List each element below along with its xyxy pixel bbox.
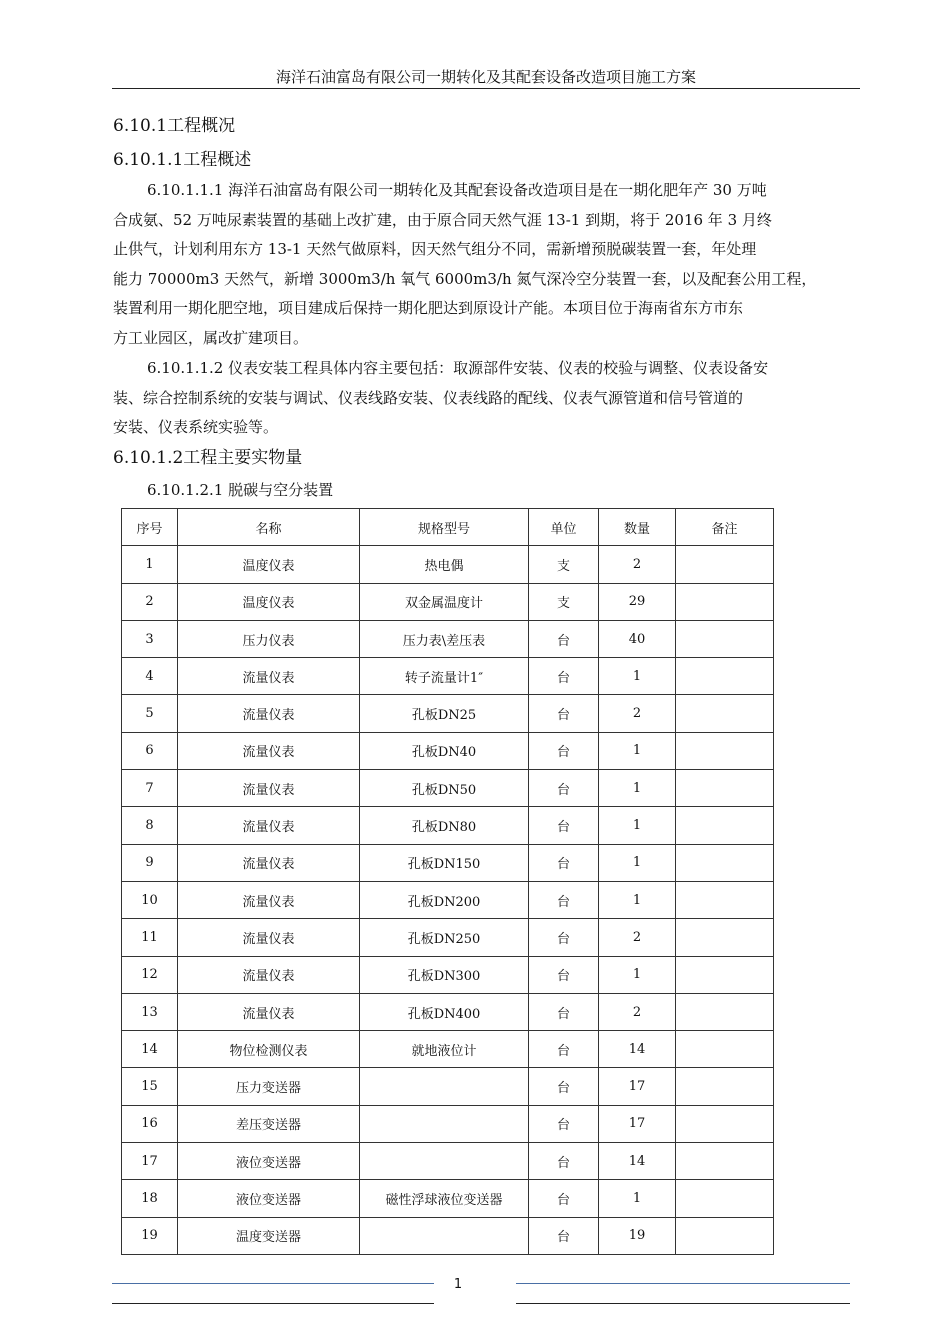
cell-index: 10	[122, 881, 178, 918]
table-row	[122, 1068, 774, 1105]
cell-name: 流量仪表	[178, 807, 360, 844]
table-row	[122, 956, 774, 993]
quantities-table	[121, 508, 774, 1255]
cell-quantity: 2	[599, 695, 676, 732]
col-header-spec: 规格型号	[360, 509, 529, 546]
paragraph-line: 能力 70000m3 天然气，新增 3000m3/h 氧气 6000m3/h 氮气深冷空分装置一套，以及配套公用工程，	[113, 269, 817, 288]
cell-unit: 台	[529, 1217, 599, 1254]
cell-name: 流量仪表	[178, 993, 360, 1030]
cell-name: 流量仪表	[178, 881, 360, 918]
cell-name: 流量仪表	[178, 919, 360, 956]
cell-remark	[676, 546, 774, 583]
cell-unit: 支	[529, 583, 599, 620]
cell-remark	[676, 1031, 774, 1068]
cell-quantity: 14	[599, 1143, 676, 1180]
col-header-quantity: 数量	[599, 509, 676, 546]
cell-name: 液位变送器	[178, 1180, 360, 1217]
cell-spec	[360, 1105, 529, 1142]
cell-quantity: 1	[599, 844, 676, 881]
cell-spec: 压力表\差压表	[360, 620, 529, 657]
table-row	[122, 1217, 774, 1254]
cell-index: 16	[122, 1105, 178, 1142]
cell-name: 流量仪表	[178, 770, 360, 807]
cell-index: 15	[122, 1068, 178, 1105]
cell-name: 流量仪表	[178, 732, 360, 769]
cell-spec	[360, 1143, 529, 1180]
cell-unit: 台	[529, 770, 599, 807]
cell-name: 压力变送器	[178, 1068, 360, 1105]
cell-name: 液位变送器	[178, 1143, 360, 1180]
paragraph-line: 方工业园区，属改扩建项目。	[113, 328, 309, 347]
table-row	[122, 919, 774, 956]
table-row	[122, 881, 774, 918]
paragraph-line: 6.10.1.1.2 仪表安装工程具体内容主要包括：取源部件安装、仪表的校验与调整、仪表设备安	[147, 359, 769, 377]
col-header-remark: 备注	[676, 509, 774, 546]
cell-quantity: 17	[599, 1068, 676, 1105]
cell-quantity: 2	[599, 919, 676, 956]
cell-quantity: 1	[599, 881, 676, 918]
cell-name: 压力仪表	[178, 620, 360, 657]
cell-remark	[676, 583, 774, 620]
table-row	[122, 1143, 774, 1180]
cell-quantity: 1	[599, 770, 676, 807]
cell-remark	[676, 993, 774, 1030]
cell-unit: 台	[529, 620, 599, 657]
cell-remark	[676, 1068, 774, 1105]
cell-name: 差压变送器	[178, 1105, 360, 1142]
cell-index: 4	[122, 658, 178, 695]
page-header: 海洋石油富岛有限公司一期转化及其配套设备改造项目施工方案	[112, 66, 860, 89]
table-row	[122, 658, 774, 695]
cell-quantity: 1	[599, 807, 676, 844]
footer-accent-line-left	[112, 1283, 434, 1284]
table-row	[122, 546, 774, 583]
table-row	[122, 732, 774, 769]
cell-remark	[676, 732, 774, 769]
cell-unit: 台	[529, 956, 599, 993]
cell-quantity: 1	[599, 1180, 676, 1217]
cell-unit: 台	[529, 1143, 599, 1180]
cell-index: 17	[122, 1143, 178, 1180]
cell-quantity: 2	[599, 993, 676, 1030]
cell-index: 2	[122, 583, 178, 620]
cell-unit: 台	[529, 993, 599, 1030]
table-header-row	[122, 509, 774, 546]
cell-unit: 支	[529, 546, 599, 583]
cell-quantity: 29	[599, 583, 676, 620]
table-row	[122, 583, 774, 620]
cell-index: 18	[122, 1180, 178, 1217]
cell-index: 19	[122, 1217, 178, 1254]
paragraph-line: 装置利用一期化肥空地，项目建成后保持一期化肥达到原设计产能。本项目位于海南省东方市东	[113, 299, 744, 318]
cell-index: 1	[122, 546, 178, 583]
paragraph-line: 合成氨、52 万吨尿素装置的基础上改扩建，由于原合同天然气涯 13-1 到期，将于 2016 年 3 月终	[113, 210, 772, 229]
cell-unit: 台	[529, 919, 599, 956]
cell-name: 流量仪表	[178, 695, 360, 732]
cell-remark	[676, 844, 774, 881]
cell-unit: 台	[529, 695, 599, 732]
cell-spec: 孔板DN150	[360, 844, 529, 881]
cell-name: 温度仪表	[178, 546, 360, 583]
footer-line-right	[516, 1303, 850, 1304]
cell-unit: 台	[529, 1031, 599, 1068]
cell-name: 流量仪表	[178, 844, 360, 881]
cell-index: 13	[122, 993, 178, 1030]
subsection-heading-decarbonization: 6.10.1.2.1 脱碳与空分装置	[147, 481, 334, 499]
cell-remark	[676, 695, 774, 732]
table-row	[122, 807, 774, 844]
table-row	[122, 1105, 774, 1142]
table-row	[122, 844, 774, 881]
cell-quantity: 19	[599, 1217, 676, 1254]
cell-name: 温度仪表	[178, 583, 360, 620]
page-number: 1	[453, 1277, 463, 1292]
cell-remark	[676, 919, 774, 956]
table-row	[122, 695, 774, 732]
cell-remark	[676, 658, 774, 695]
cell-remark	[676, 1143, 774, 1180]
cell-index: 11	[122, 919, 178, 956]
cell-spec: 孔板DN80	[360, 807, 529, 844]
cell-index: 9	[122, 844, 178, 881]
cell-remark	[676, 881, 774, 918]
table-row	[122, 1031, 774, 1068]
cell-spec: 孔板DN40	[360, 732, 529, 769]
cell-quantity: 14	[599, 1031, 676, 1068]
cell-quantity: 1	[599, 732, 676, 769]
cell-unit: 台	[529, 658, 599, 695]
cell-index: 5	[122, 695, 178, 732]
cell-unit: 台	[529, 844, 599, 881]
cell-spec: 孔板DN50	[360, 770, 529, 807]
cell-name: 流量仪表	[178, 956, 360, 993]
cell-quantity: 1	[599, 658, 676, 695]
cell-index: 7	[122, 770, 178, 807]
cell-spec: 孔板DN25	[360, 695, 529, 732]
cell-spec: 磁性浮球液位变送器	[360, 1180, 529, 1217]
cell-unit: 台	[529, 1068, 599, 1105]
cell-index: 6	[122, 732, 178, 769]
cell-remark	[676, 1180, 774, 1217]
cell-spec: 双金属温度计	[360, 583, 529, 620]
cell-spec: 孔板DN400	[360, 993, 529, 1030]
cell-spec: 孔板DN300	[360, 956, 529, 993]
section-heading-quantities: 6.10.1.2工程主要实物量	[113, 448, 303, 468]
cell-index: 12	[122, 956, 178, 993]
cell-spec: 转子流量计1″	[360, 658, 529, 695]
cell-spec: 热电偶	[360, 546, 529, 583]
cell-name: 温度变送器	[178, 1217, 360, 1254]
cell-unit: 台	[529, 807, 599, 844]
table-row	[122, 770, 774, 807]
cell-spec: 孔板DN200	[360, 881, 529, 918]
cell-spec	[360, 1068, 529, 1105]
cell-unit: 台	[529, 1105, 599, 1142]
paragraph-line: 6.10.1.1.1 海洋石油富岛有限公司一期转化及其配套设备改造项目是在一期化肥年产 30 万吨	[147, 181, 767, 199]
cell-quantity: 1	[599, 956, 676, 993]
table-row	[122, 993, 774, 1030]
footer-line-left	[112, 1303, 434, 1304]
col-header-index: 序号	[122, 509, 178, 546]
paragraph-line: 安装、仪表系统实验等。	[113, 418, 279, 437]
footer-accent-line-right	[516, 1283, 850, 1284]
paragraph-line: 装、综合控制系统的安装与调试、仪表线路安装、仪表线路的配线、仪表气源管道和信号管道的	[113, 388, 744, 407]
paragraph-instrument-scope	[113, 354, 831, 443]
cell-quantity: 2	[599, 546, 676, 583]
cell-remark	[676, 1217, 774, 1254]
paragraph-line: 止供气，计划利用东方 13-1 天然气做原料，因天然气组分不同，需新增预脱碳装置一套，年处理	[113, 240, 757, 259]
col-header-unit: 单位	[529, 509, 599, 546]
section-heading-overview: 6.10.1工程概况	[113, 116, 236, 136]
cell-quantity: 40	[599, 620, 676, 657]
paragraph-project-description	[113, 176, 831, 354]
cell-name: 流量仪表	[178, 658, 360, 695]
cell-index: 8	[122, 807, 178, 844]
table-row	[122, 1180, 774, 1217]
cell-quantity: 17	[599, 1105, 676, 1142]
cell-remark	[676, 807, 774, 844]
cell-name: 物位检测仪表	[178, 1031, 360, 1068]
cell-index: 14	[122, 1031, 178, 1068]
cell-remark	[676, 770, 774, 807]
cell-spec: 就地液位计	[360, 1031, 529, 1068]
cell-index: 3	[122, 620, 178, 657]
col-header-name: 名称	[178, 509, 360, 546]
cell-unit: 台	[529, 732, 599, 769]
cell-unit: 台	[529, 881, 599, 918]
table-row	[122, 620, 774, 657]
section-heading-summary: 6.10.1.1工程概述	[113, 150, 252, 170]
cell-remark	[676, 620, 774, 657]
cell-spec	[360, 1217, 529, 1254]
cell-remark	[676, 1105, 774, 1142]
cell-unit: 台	[529, 1180, 599, 1217]
cell-spec: 孔板DN250	[360, 919, 529, 956]
cell-remark	[676, 956, 774, 993]
